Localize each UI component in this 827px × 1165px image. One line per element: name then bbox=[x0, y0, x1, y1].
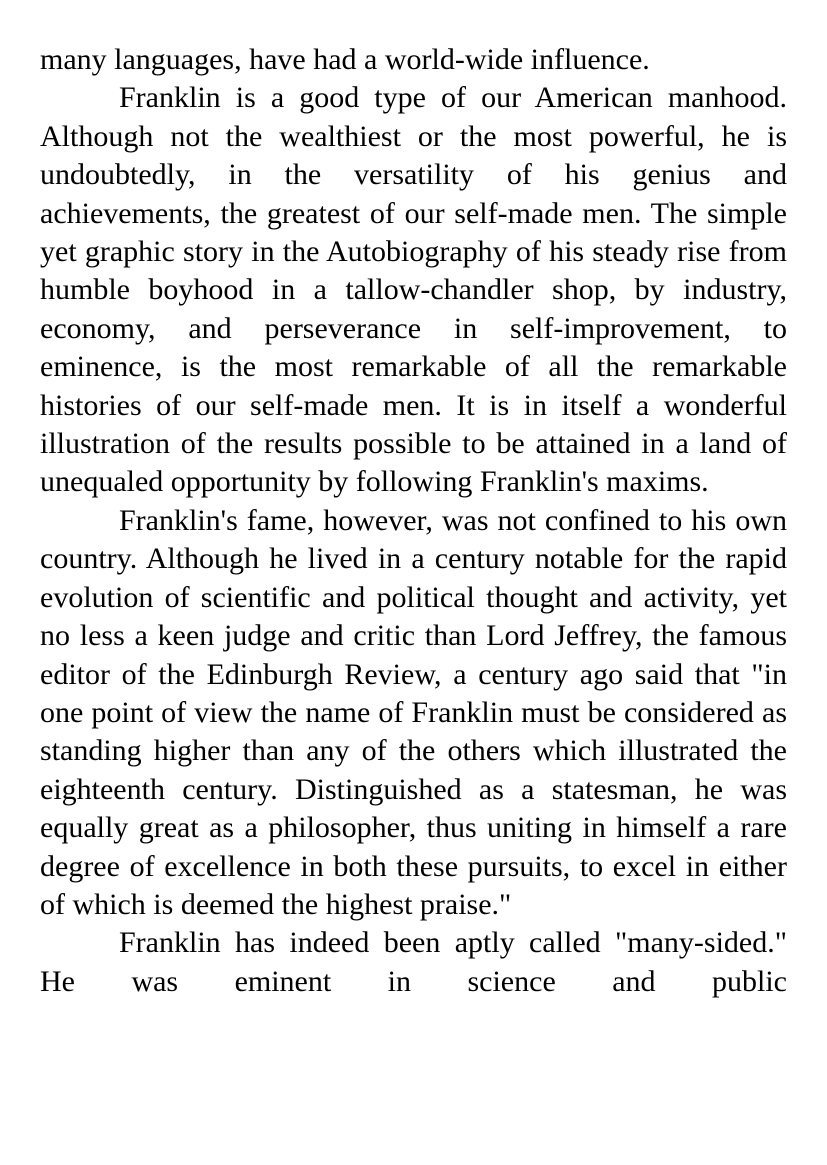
paragraph-many-sided: Franklin has indeed been aptly called "many-sided." He was eminent in science and public bbox=[40, 926, 787, 998]
paragraph-franklin-fame: Franklin's fame, however, was not confined to his own country. Although he lived in a century notable for the rapid evolution of scientific and political thought and activity, yet no less a keen judge and critic than Lord Jeffrey, the famous editor of the Edinburgh Review, a century ago said that "in one point of view the name of Franklin must be considered as standing higher than any of the others which illustrated the eighteenth century. Distinguished as a statesman, he was equally great as a philosopher, thus uniting in himself a rare degree of excellence in both these pursuits, to excel in either of which is deemed the highest praise." bbox=[40, 503, 787, 921]
paragraph-continuation: many languages, have had a world-wide influence. bbox=[40, 43, 650, 76]
page-body bbox=[40, 41, 787, 1001]
paragraph-franklin-type: Franklin is a good type of our American manhood. Although not the wealthiest or the most powerful, he is undoubtedly, in the versatility of his genius and achievements, the greatest of our self-made men. The simple yet graphic story in the Autobiography of his steady rise from humble boyhood in a tallow-chandler shop, by industry, economy, and perseverance in self-improvement, to eminence, is the most remarkable of all the remarkable histories of our self-made men. It is in itself a wonderful illustration of the results possible to be attained in a land of unequaled opportunity by following Franklin's maxims. bbox=[40, 81, 787, 499]
